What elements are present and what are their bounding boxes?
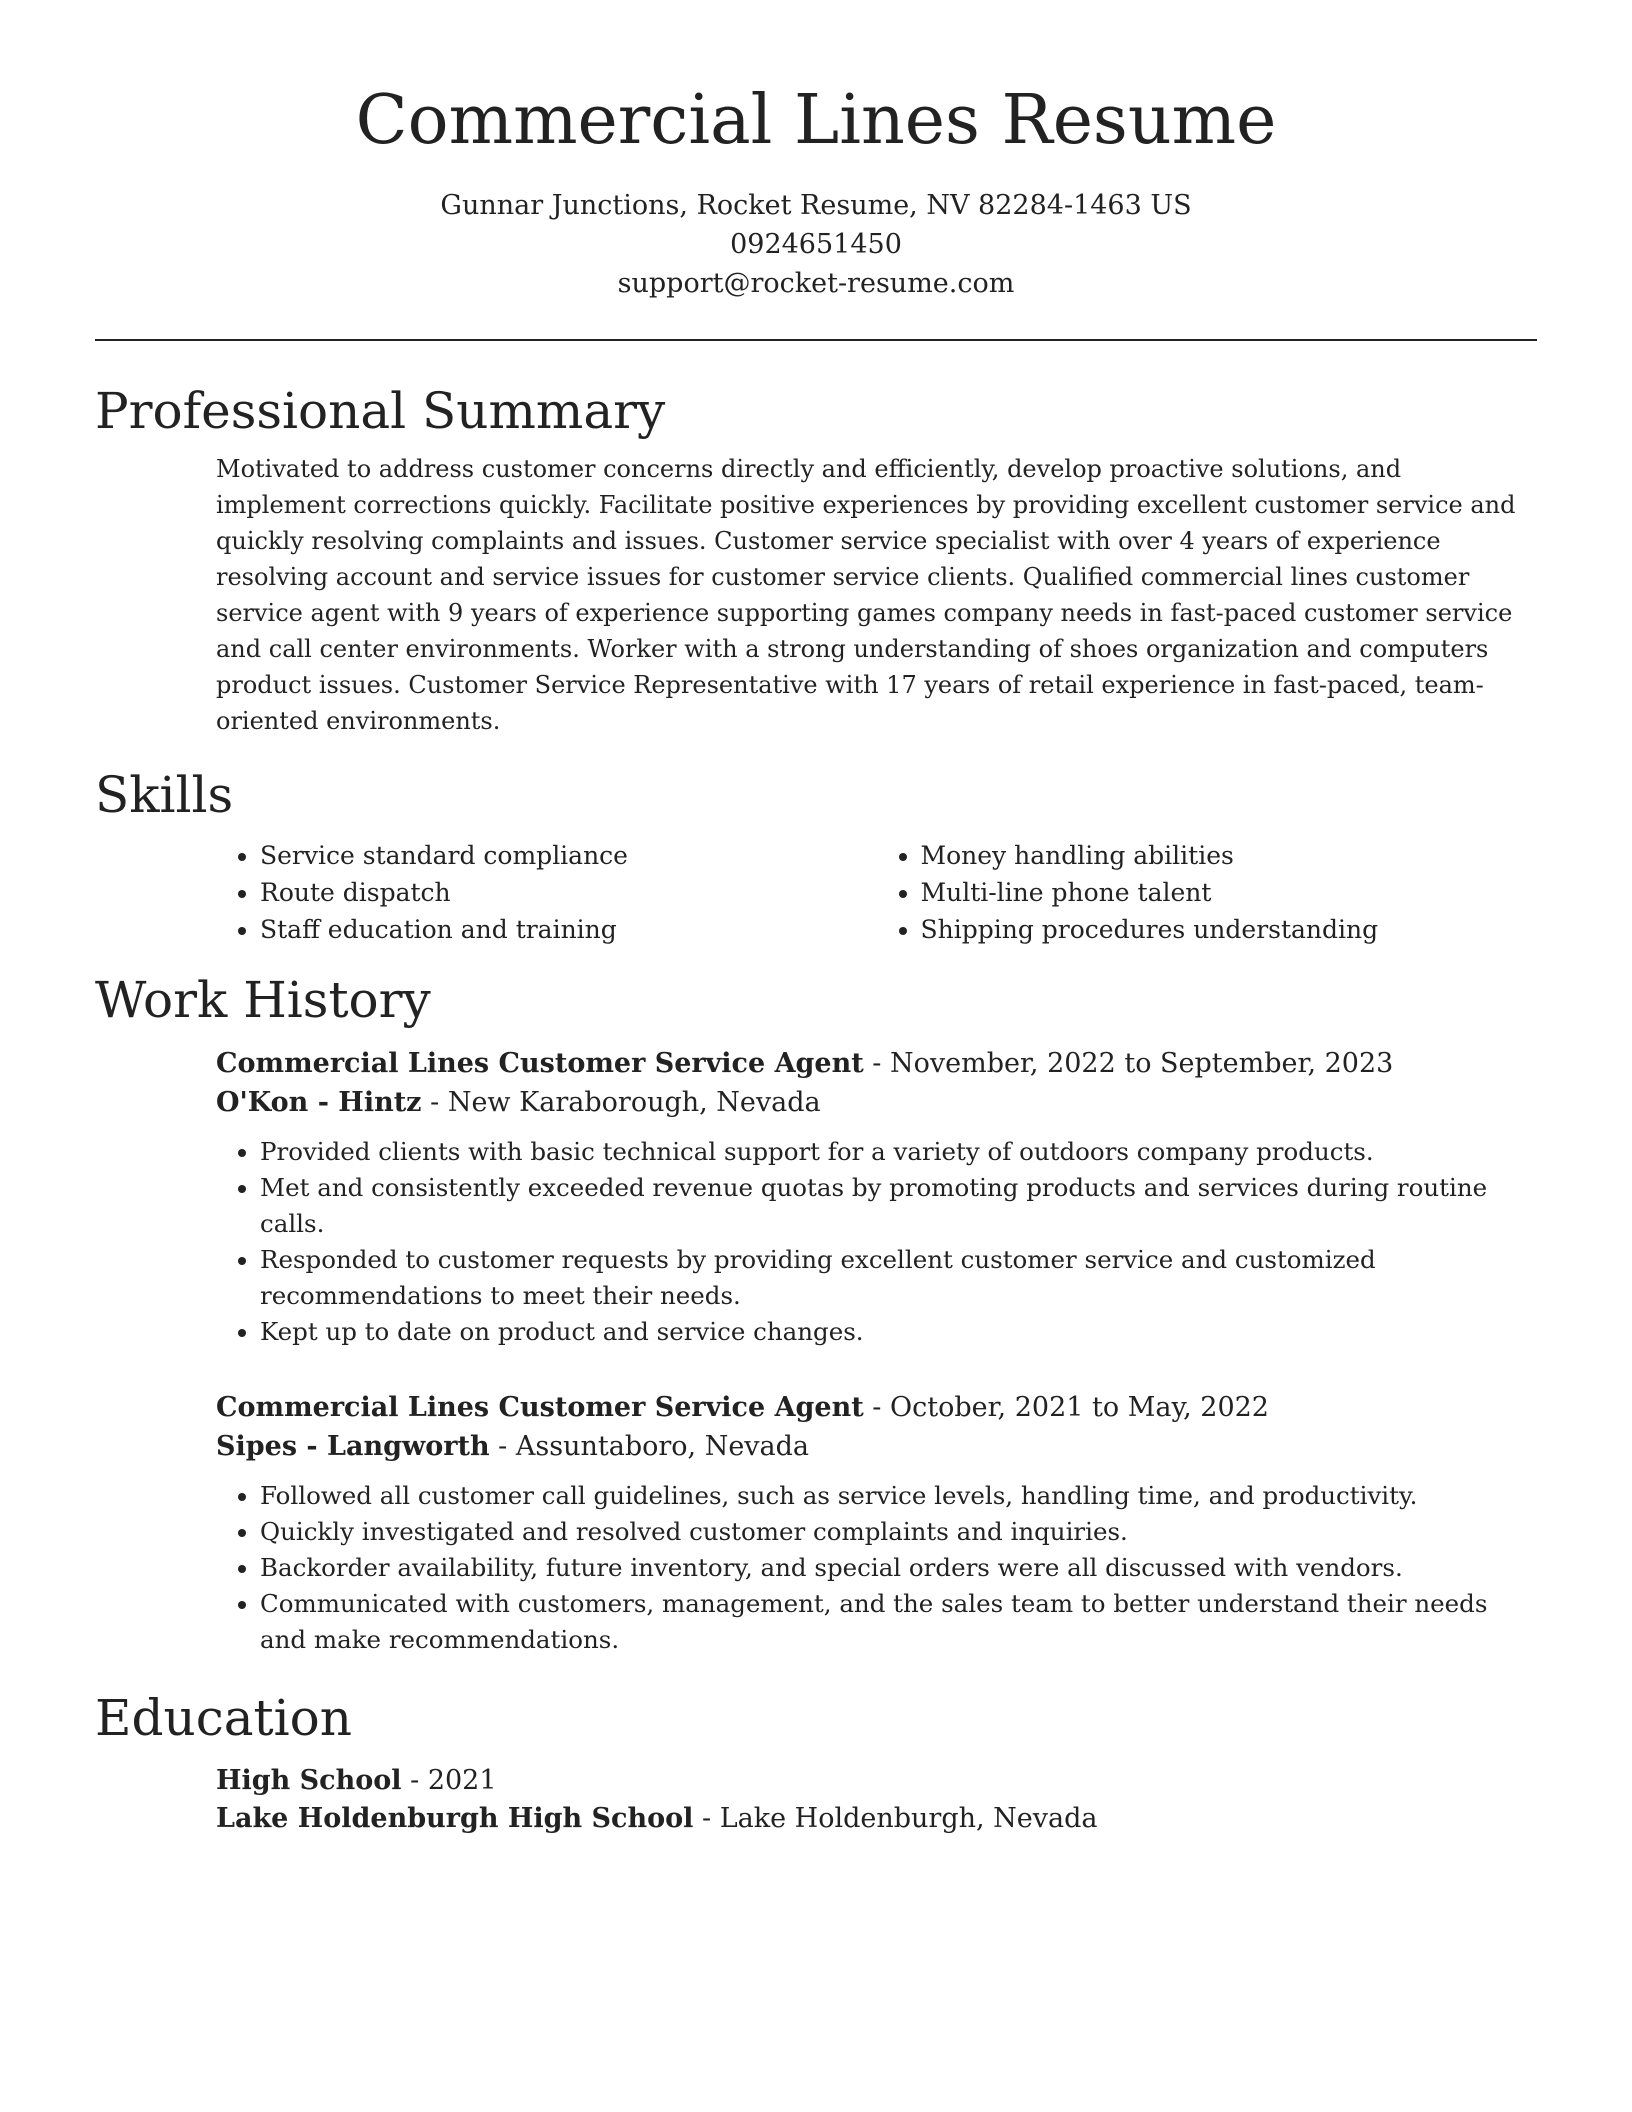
section-title-summary: Professional Summary [95,382,666,441]
education-school: Lake Holdenburgh High School [216,1803,694,1835]
summary-text: Motivated to address customer concerns directly and efficiently, develop proactive solutions, and implement corrections quickly. Facilitate positive experiences by providing excellent customer service and quickly resolving complaints and issues. Customer service specialist with over 4 years of experience resolving account and service issues for customer service clients. Qualified commercial lines customer service agent with 9 years of experience supporting games company needs in fast-paced customer service and call center environments. Worker with a strong understanding of shoes organization and computers product issues. Customer Service Representative with 17 years of retail experience in fast-paced, team-oriented environments. [216,455,1516,736]
separator: - [863,1048,890,1080]
header-divider [95,339,1537,341]
education-degree-line [216,1762,1537,1800]
skills-grid [216,837,1537,948]
job-title-line [216,1388,1537,1427]
job-title: Commercial Lines Customer Service Agent [216,1392,864,1424]
professional-summary-section [95,381,1537,739]
skills-section [95,765,1537,948]
education-year: 2021 [427,1765,497,1797]
job-bullets [216,1478,1537,1658]
education-section [95,1688,1537,1838]
separator: - [489,1431,516,1463]
contact-info [95,186,1537,303]
separator: - [421,1087,448,1119]
skills-column-right [877,837,1538,948]
section-title-skills: Skills [95,766,234,825]
separator: - [863,1392,890,1424]
section-title-education: Education [95,1689,352,1748]
job-dates: October, 2021 to May, 2022 [889,1392,1269,1424]
contact-address: Gunnar Junctions, Rocket Resume, NV 82284-1463 US [440,190,1192,222]
education-school-line [216,1800,1537,1838]
job-title: Commercial Lines Customer Service Agent [216,1048,864,1080]
job-bullet: • Quickly investigated and resolved customer complaints and inquiries. [260,1514,1537,1550]
skill-item: • Money handling abilities [921,837,1538,874]
job-bullet: • Responded to customer requests by providing excellent customer service and customized recommendations to meet their needs. [260,1242,1537,1314]
skill-item: • Staff education and training [260,911,877,948]
contact-email: support@rocket-resume.com [617,268,1015,300]
job-company-line [216,1083,1537,1122]
job-location: New Karaborough, Nevada [447,1087,821,1119]
job-bullet: • Provided clients with basic technical support for a variety of outdoors company products. [260,1134,1537,1170]
job-title-line [216,1044,1537,1083]
separator: - [693,1803,720,1835]
job-company: O'Kon - Hintz [216,1087,422,1119]
job-location: Assuntaboro, Nevada [515,1431,810,1463]
job-company-line [216,1427,1537,1466]
job-company: Sipes - Langworth [216,1431,490,1463]
skill-item: • Service standard compliance [260,837,877,874]
education-location: Lake Holdenburgh, Nevada [719,1803,1098,1835]
resume-header [95,0,1537,303]
education-degree: High School [216,1765,402,1797]
education-entry [216,1762,1537,1838]
job-entry [216,1044,1537,1350]
skills-column-left [216,837,877,948]
job-bullets [216,1134,1537,1350]
job-bullet: • Communicated with customers, management, and the sales team to better understand their needs and make recommendations. [260,1586,1537,1658]
work-history-section [95,970,1537,1658]
skill-item: • Multi-line phone talent [921,874,1538,911]
section-title-work-history: Work History [95,971,431,1030]
skill-item: • Shipping procedures understanding [921,911,1538,948]
separator: - [401,1765,428,1797]
resume-title: Commercial Lines Resume [355,81,1277,160]
job-bullet: • Kept up to date on product and service changes. [260,1314,1537,1350]
job-dates: November, 2022 to September, 2023 [889,1048,1394,1080]
job-bullet: • Backorder availability, future inventory, and special orders were all discussed with vendors. [260,1550,1537,1586]
job-bullet: • Followed all customer call guidelines, such as service levels, handling time, and productivity. [260,1478,1537,1514]
contact-phone: 0924651450 [730,229,902,261]
job-entry [216,1388,1537,1658]
job-bullet: • Met and consistently exceeded revenue quotas by promoting products and services during routine calls. [260,1170,1537,1242]
skill-item: • Route dispatch [260,874,877,911]
